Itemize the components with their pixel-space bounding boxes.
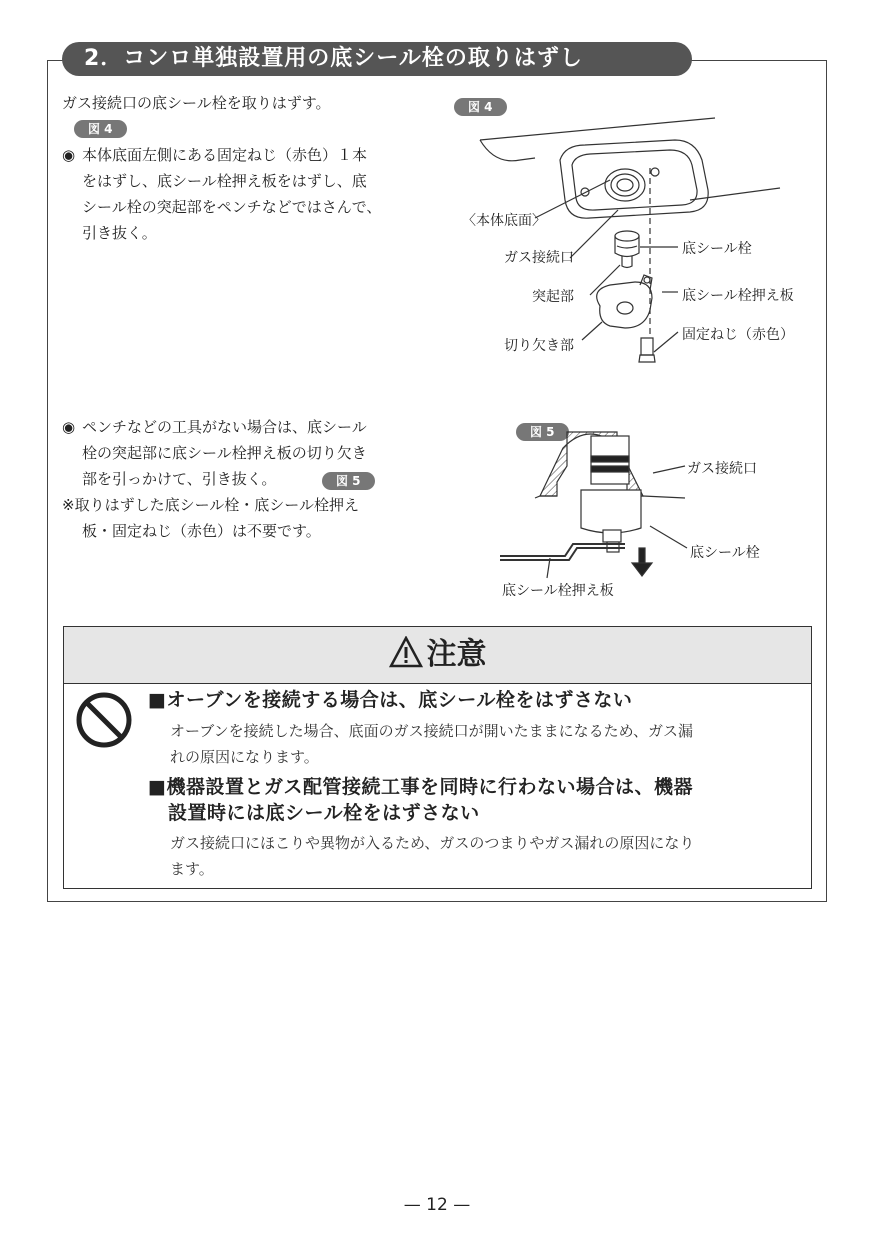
warning-triangle-icon: [389, 636, 423, 668]
caution-heading: 注意: [426, 637, 487, 672]
fig4-label-body-bottom: 〈本体底面〉: [462, 213, 546, 229]
prohibition-icon: [74, 690, 134, 750]
fig4-label-seal-plug: 底シール栓: [682, 241, 752, 257]
caution-item2-title-1: ■機器設置とガス配管接続工事を同時に行わない場合は、機器: [148, 776, 693, 798]
caution-item2-body-1: ガス接続口にほこりや異物が入るため、ガスのつまりやガス漏れの原因になり: [170, 834, 695, 852]
caution-header: [64, 627, 811, 684]
caution-item1-body-2: れの原因になります。: [170, 748, 319, 766]
page-number: — 12 —: [403, 1195, 471, 1215]
fig4-label-notch: 切り欠き部: [504, 338, 574, 354]
step2-line-1: ペンチなどの工具がない場合は、底シール: [82, 418, 367, 436]
fig5-label-gas-inlet: ガス接続口: [687, 461, 757, 477]
step1-line-1: 本体底面左側にある固定ねじ（赤色）１本: [82, 146, 368, 164]
step1-line-2: をはずし、底シール栓押え板をはずし、底: [82, 172, 367, 190]
fig5-label-plate: 底シール栓押え板: [502, 583, 614, 599]
section-title: 2．コンロ単独設置用の底シール栓の取りはずし: [62, 42, 692, 76]
figure-5-illustration: [495, 418, 795, 593]
fig5-badge: 図 5: [516, 423, 569, 441]
fig4-ref-wrap: [74, 118, 127, 138]
bullet-icon: ◉: [62, 146, 76, 164]
step1-line-4: 引き抜く。: [82, 224, 157, 242]
note-line-1: ※取りはずした底シール栓・底シール栓押え: [62, 496, 359, 514]
bullet-icon: ◉: [62, 418, 76, 436]
fig4-label-screw: 固定ねじ（赤色）: [682, 327, 794, 343]
fig4-label-protrusion: 突起部: [532, 289, 574, 305]
fig4-badge: 図 4: [454, 98, 507, 116]
intro-text: ガス接続口の底シール栓を取りはずす。: [62, 94, 331, 112]
fig4-label-gas-inlet: ガス接続口: [504, 250, 574, 266]
caution-item1-title: ■オーブンを接続する場合は、底シール栓をはずさない: [148, 689, 633, 711]
step2-line-3: 部を引っかけて、引き抜く。: [82, 470, 277, 488]
note-line-2: 板・固定ねじ（赤色）は不要です。: [82, 522, 321, 540]
step1-line-3: シール栓の突起部をペンチなどではさんで、: [82, 198, 382, 216]
fig5-ref-badge: 図 5: [322, 472, 375, 490]
fig4-ref-badge: 図 4: [74, 120, 127, 138]
caution-item2-body-2: ます。: [170, 860, 214, 878]
fig4-label-plate: 底シール栓押え板: [682, 288, 794, 304]
fig5-label-seal-plug: 底シール栓: [690, 545, 760, 561]
caution-item2-title-2: 設置時には底シール栓をはずさない: [168, 802, 480, 824]
caution-item1-body-1: オーブンを接続した場合、底面のガス接続口が開いたままになるため、ガス漏: [170, 722, 694, 740]
step2-line-2: 栓の突起部に底シール栓押え板の切り欠き: [82, 444, 367, 462]
fig5-ref-wrap: [322, 470, 375, 490]
